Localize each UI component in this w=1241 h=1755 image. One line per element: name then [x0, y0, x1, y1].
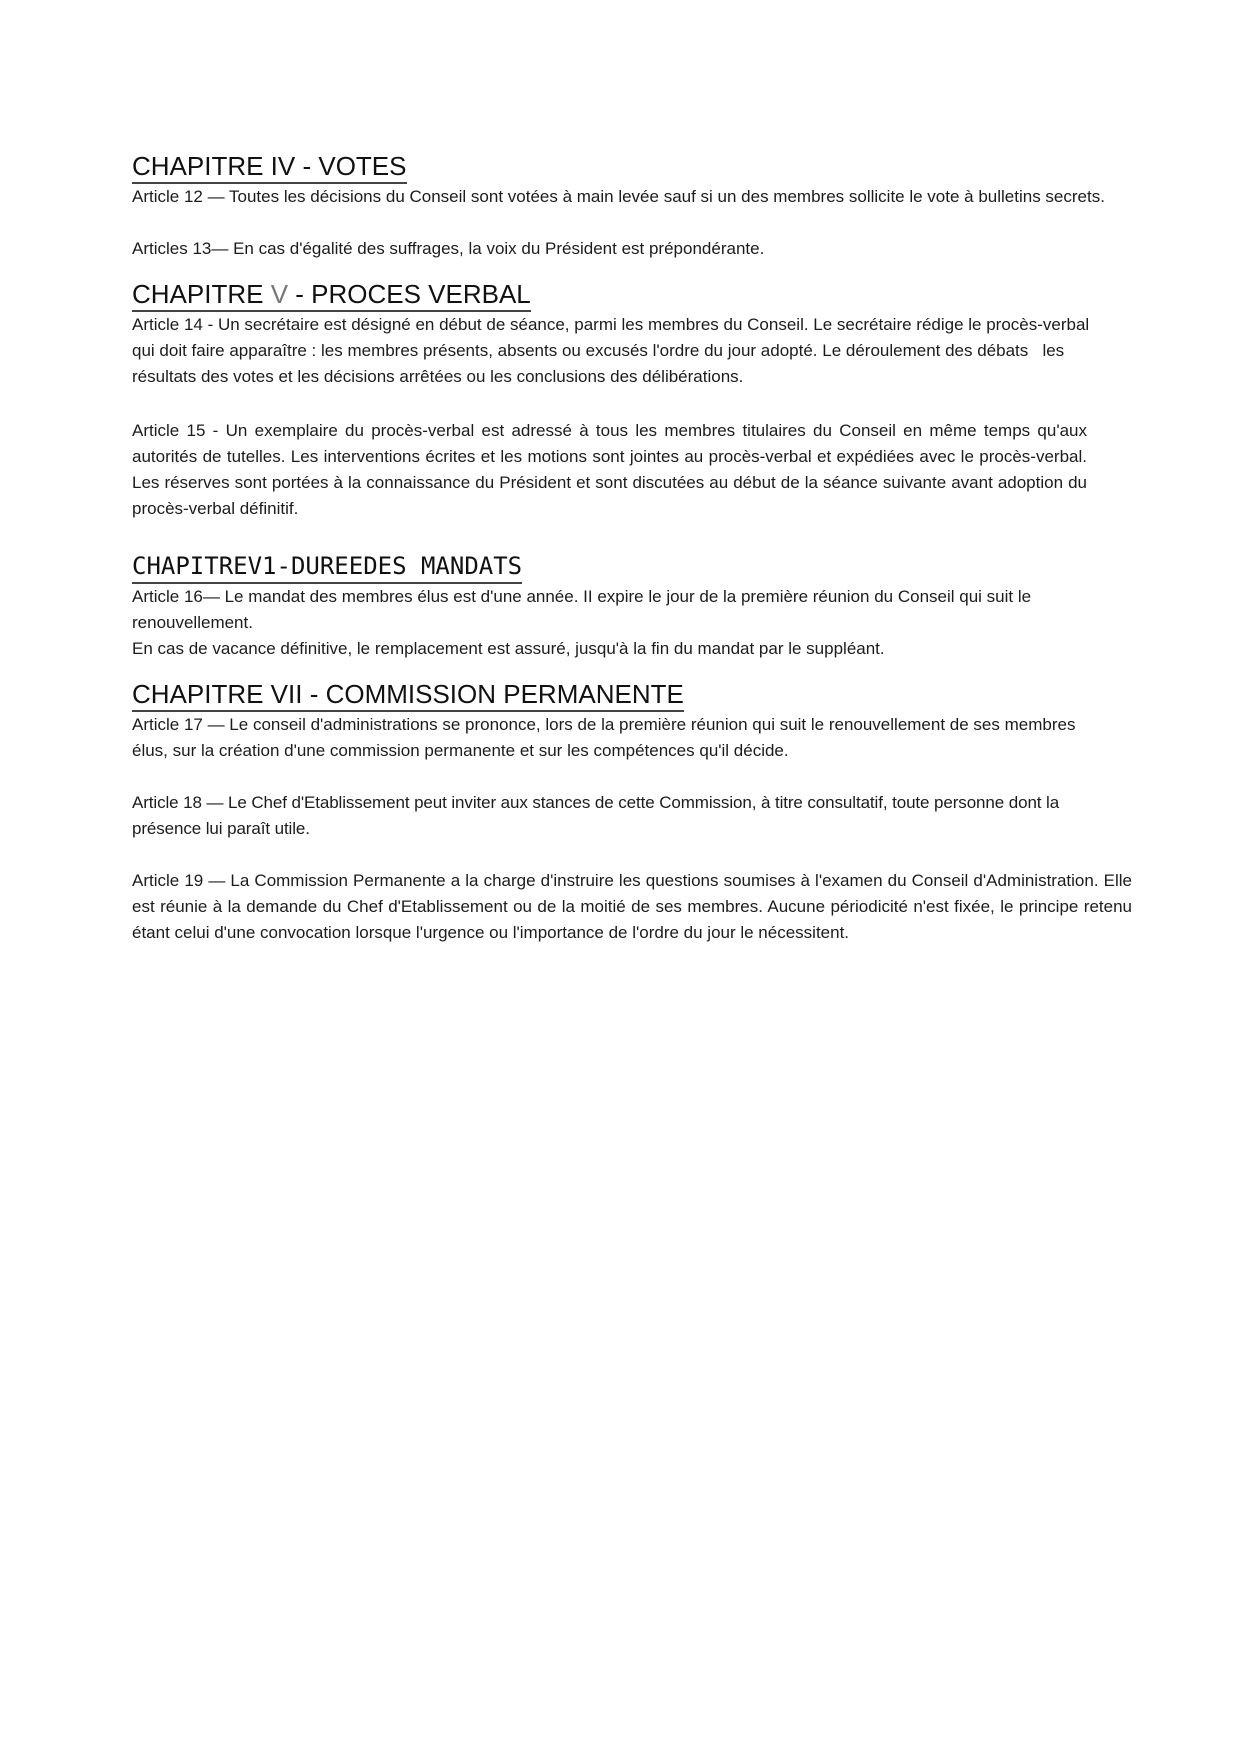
- article-17: Article 17 — Le conseil d'administrations se prononce, lors de la première réunion qui suit le renouvellement de ses membres élus, sur la création d'une commission permanente et sur les compétences qu'il décide.: [132, 715, 1076, 760]
- article-19: Article 19 — La Commission Permanente a la charge d'instruire les questions soumises à l'examen du Conseil d'Administration. Elle est réunie à la demande du Chef d'Etablissement ou de la moitié de ses membres. Aucune périodicité n'est fixée, le principe retenu étant celui d'une convocation lorsque l'urgence ou l'importance de l'ordre du jour le nécessitent.: [132, 871, 1132, 942]
- chapter-v-title-prefix: CHAPITRE: [132, 279, 271, 309]
- chapter-iv-title: CHAPITRE IV - VOTES: [132, 150, 407, 184]
- article-12: Article 12 — Toutes les décisions du Conseil sont votées à main levée sauf si un des membres sollicite le vote à bulletins secrets.: [132, 187, 1105, 206]
- article-14: Article 14 - Un secrétaire est désigné en début de séance, parmi les membres du Conseil. Le secrétaire rédige le procès-verbal qui doit faire apparaître : les membres présents, absents ou excusés l'ordre du jour adopté. Le déroulement des débats les résultats des votes et les décisions arrêtées ou les conclusions des délibérations.: [132, 315, 1094, 386]
- chapter-v-title-numeral: V: [270, 279, 289, 309]
- document-page: [132, 150, 1132, 946]
- chapter-v-title-suffix: - PROCES VERBAL: [288, 279, 531, 309]
- chapter-vi-title: CHAPITREV1-DUREEDES MANDATS: [132, 550, 522, 584]
- article-16: Article 16— Le mandat des membres élus est d'une année. II expire le jour de la première réunion du Conseil qui suit le renouvellement.: [132, 587, 1032, 632]
- article-15: Article 15 - Un exemplaire du procès-verbal est adressé à tous les membres titulaires du Conseil en même temps qu'aux autorités de tutelles. Les interventions écrites et les motions sont jointes au procès-verbal et expédiées avec le procès-verbal. Les réserves sont portées à la connaissance du Président et sont discutées au début de la séance suivante avant adoption du procès-verbal définitif.: [132, 421, 1087, 518]
- chapter-iv: [132, 150, 1132, 262]
- chapter-vii: [132, 678, 1132, 946]
- chapter-v-title: [132, 278, 531, 312]
- article-18: Article 18 — Le Chef d'Etablissement peut inviter aux stances de cette Commission, à titre consultatif, toute personne dont la présence lui paraît utile.: [132, 793, 1060, 838]
- chapter-v: [132, 278, 1132, 522]
- chapter-vi: [132, 550, 1132, 662]
- article-16-vacancy: En cas de vacance définitive, le remplacement est assuré, jusqu'à la fin du mandat par le suppléant.: [132, 639, 885, 658]
- chapter-vii-title: CHAPITRE VII - COMMISSION PERMANENTE: [132, 678, 684, 712]
- article-13: Articles 13— En cas d'égalité des suffrages, la voix du Président est prépondérante.: [132, 239, 765, 258]
